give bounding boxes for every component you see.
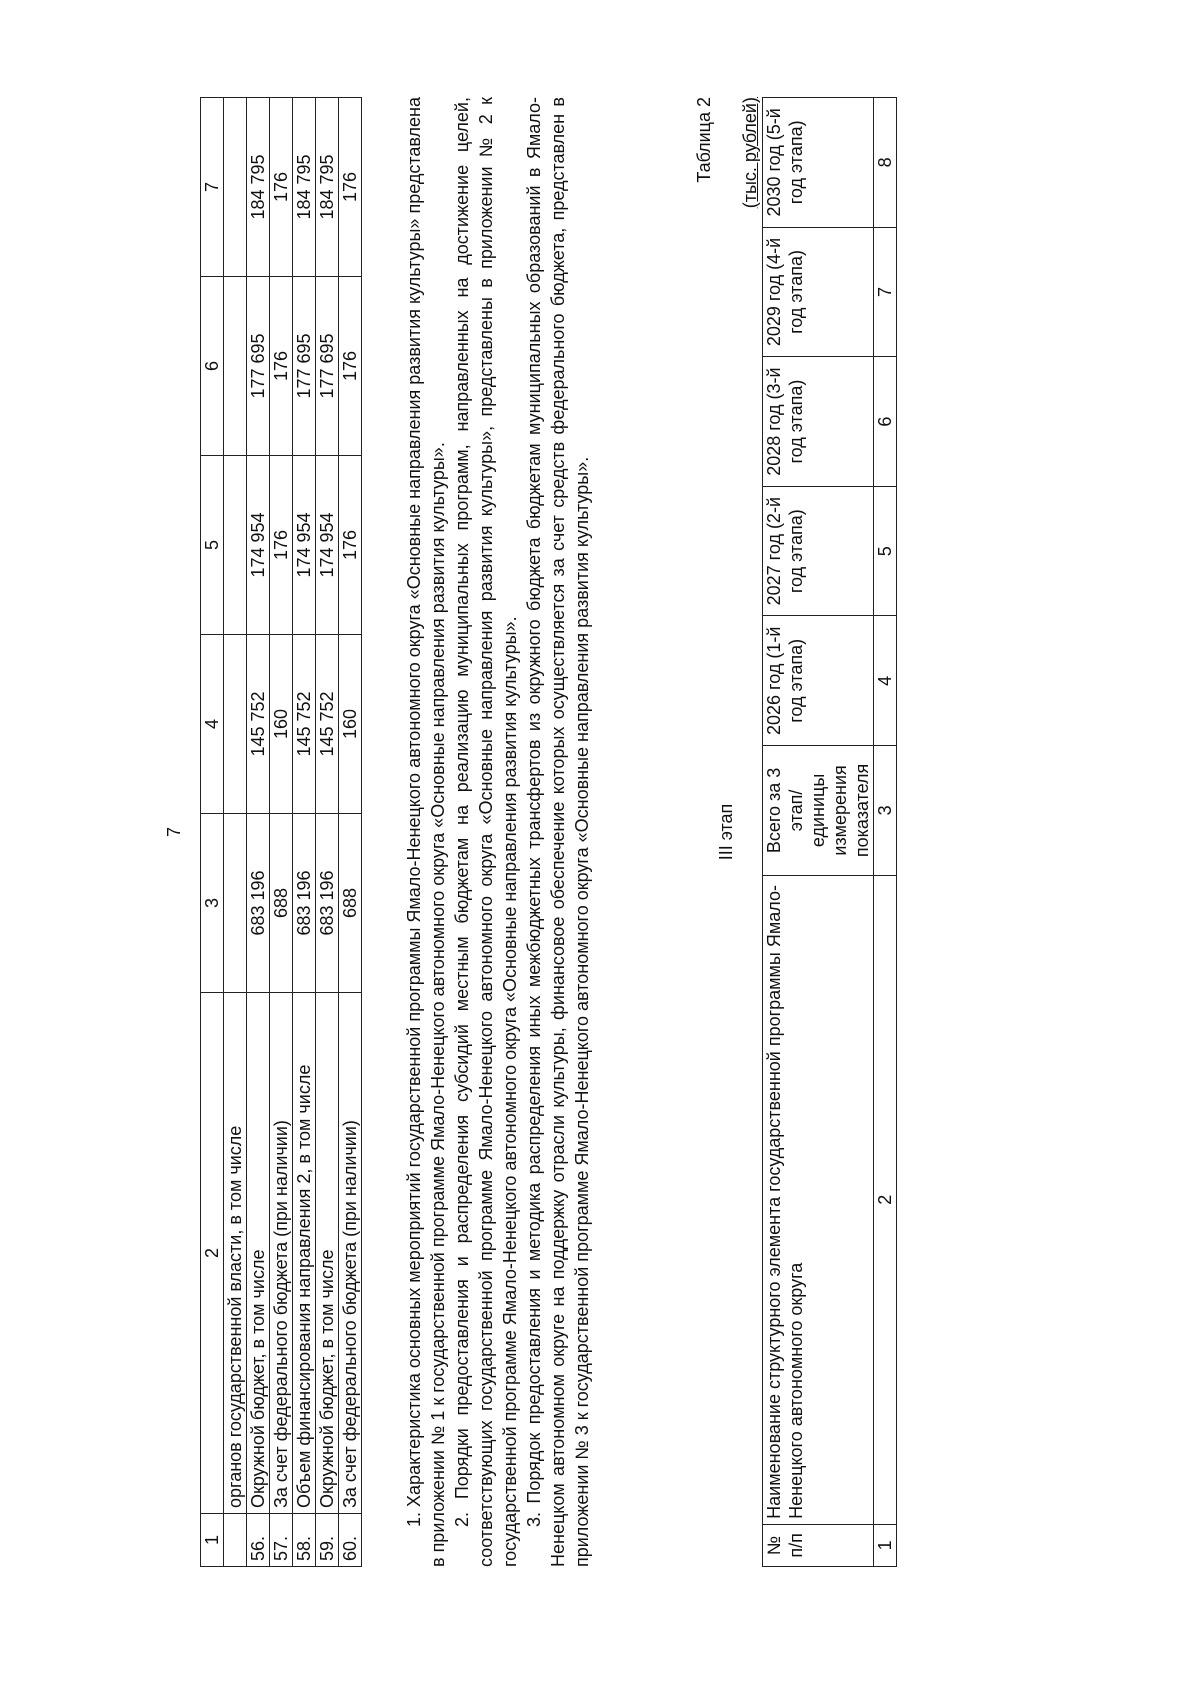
col-number: 2 [874, 875, 897, 1524]
value-cell: 176 [270, 98, 293, 277]
table-header-row [201, 98, 224, 1567]
value-cell: 683 196 [316, 814, 339, 993]
value-cell: 174 954 [293, 456, 316, 635]
col-header: 2 [201, 993, 224, 1514]
value-cell: 177 695 [316, 277, 339, 456]
value-cell: 160 [270, 635, 293, 814]
row-name: органов государственной власти, в том числе [224, 993, 247, 1514]
value-cell [224, 456, 247, 635]
col-number: 6 [874, 357, 897, 487]
col-header: 2029 год (4-й год этапа) [763, 227, 874, 357]
rotated-content [164, 97, 960, 1567]
value-cell: 145 752 [293, 635, 316, 814]
value-cell: 184 795 [316, 98, 339, 277]
col-header: 3 [201, 814, 224, 993]
paragraph-3: 3. Порядок предоставления и методика распределения иных межбюджетных трансфертов из окружного бюджета бюджетам муниципальных образований в Ямало-Ненецком автономном округе на поддержку отрасли культуры, финансовое обеспечение которых осуществляется за счет средств федерального бюджета, представлен в приложении № 3 к государственной программе Ямало-Ненецкого автономного округа «Основные направления развития культуры». [524, 97, 592, 1567]
col-header: 2028 год (3-й год этапа) [763, 357, 874, 487]
stage-table [762, 97, 897, 1567]
table-header-row [763, 98, 874, 1567]
table-row [270, 98, 293, 1567]
value-cell: 145 752 [247, 635, 270, 814]
row-name: За счет федерального бюджета (при наличии) [270, 993, 293, 1514]
col-header: Всего за 3 этап/ единицы измерения показателя [763, 746, 874, 876]
body-text [402, 97, 594, 1567]
value-cell: 176 [270, 277, 293, 456]
row-name: Объем финансирования направления 2, в том числе [293, 993, 316, 1514]
value-cell: 176 [339, 456, 362, 635]
paragraph-1: 1. Характеристика основных мероприятий государственной программы Ямало-Ненецкого автономного округа «Основные направления развития культуры» представлена в приложении № 1 к государственной программе Ямало-Ненецкого автономного округа «Основные направления развития культуры». [404, 97, 448, 1567]
value-cell: 176 [270, 456, 293, 635]
page-number: 7 [164, 827, 184, 838]
value-cell: 184 795 [293, 98, 316, 277]
value-cell: 177 695 [247, 277, 270, 456]
value-cell: 174 954 [316, 456, 339, 635]
table-row [247, 98, 270, 1567]
col-number: 4 [874, 616, 897, 746]
row-name: Окружной бюджет, в том числе [316, 993, 339, 1514]
row-name: За счет федерального бюджета (при наличии) [339, 993, 362, 1514]
value-cell [224, 277, 247, 456]
row-name: Окружной бюджет, в том числе [247, 993, 270, 1514]
row-number: 60. [339, 1514, 362, 1567]
value-cell: 174 954 [247, 456, 270, 635]
table-row [339, 98, 362, 1567]
col-number: 3 [874, 746, 897, 876]
table-row [316, 98, 339, 1567]
col-header: 2027 год (2-й год этапа) [763, 486, 874, 616]
value-cell: 176 [339, 277, 362, 456]
col-header: 7 [201, 98, 224, 277]
value-cell [224, 814, 247, 993]
column-number-row [874, 98, 897, 1567]
row-number: 59. [316, 1514, 339, 1567]
table-caption: Таблица 2 [694, 97, 714, 183]
row-number: 56. [247, 1514, 270, 1567]
value-cell: 688 [339, 814, 362, 993]
col-header: Наименование структурного элемента государственной программы Ямало-Ненецкого автономного округа [763, 875, 874, 1524]
col-number: 8 [874, 98, 897, 228]
col-header: 2026 год (1-й год этапа) [763, 616, 874, 746]
value-cell: 145 752 [316, 635, 339, 814]
row-number [224, 1514, 247, 1567]
col-header: 6 [201, 277, 224, 456]
value-cell: 688 [270, 814, 293, 993]
units-label: (тыс. рублей) [740, 97, 760, 209]
col-header: 2030 год (5-й год этапа) [763, 98, 874, 228]
value-cell: 184 795 [247, 98, 270, 277]
value-cell: 683 196 [247, 814, 270, 993]
col-header: 4 [201, 635, 224, 814]
col-header: 5 [201, 456, 224, 635]
col-number: 1 [874, 1524, 897, 1566]
stage-title: III этап [716, 803, 736, 861]
value-cell [224, 635, 247, 814]
table-row [224, 98, 247, 1567]
value-cell: 177 695 [293, 277, 316, 456]
col-header: 1 [201, 1514, 224, 1567]
value-cell: 176 [339, 98, 362, 277]
col-number: 7 [874, 227, 897, 357]
paragraph-2: 2. Порядки предоставления и распределения субсидий местным бюджетам на реализацию муниципальных программ, направленных на достижение целей, соответствующих государственной программе Ямало-Ненецкого автономного округа «Основные направления развития культуры», представлены в приложении № 2 к государственной программе Ямало-Ненецкого автономного округа «Основные направления развития культуры». [452, 97, 520, 1567]
value-cell: 160 [339, 635, 362, 814]
value-cell [224, 98, 247, 277]
financing-table [200, 97, 362, 1567]
col-number: 5 [874, 486, 897, 616]
row-number: 58. [293, 1514, 316, 1567]
table-row [293, 98, 316, 1567]
value-cell: 683 196 [293, 814, 316, 993]
col-header: № п/п [763, 1524, 874, 1566]
row-number: 57. [270, 1514, 293, 1567]
